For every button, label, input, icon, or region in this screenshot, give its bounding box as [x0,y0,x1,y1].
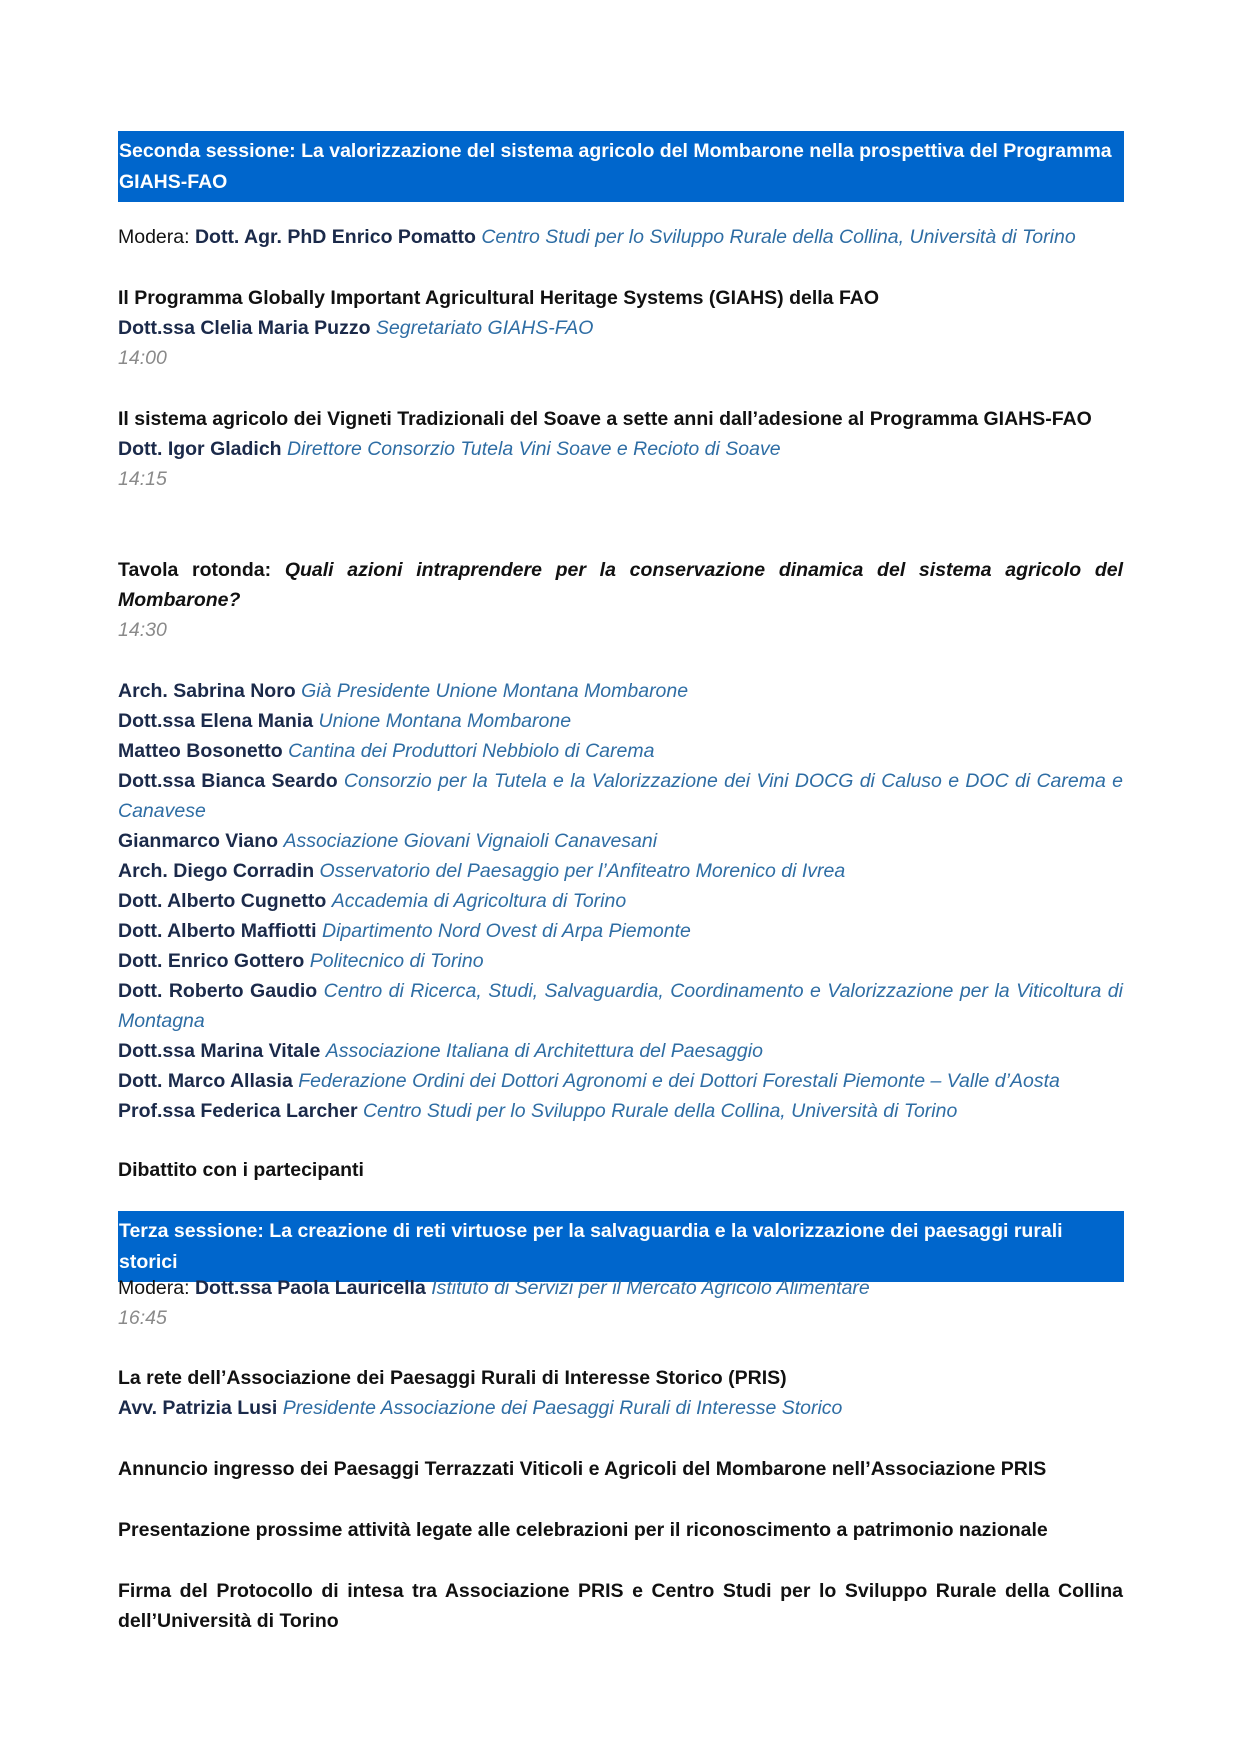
panelist-name: Gianmarco Viano [118,830,279,852]
moderator-affiliation: Centro Studi per lo Sviluppo Rurale della Collina, Università di Torino [481,226,1076,248]
talk-time: 14:00 [118,347,167,369]
panelist-affiliation: Osservatorio del Paesaggio per l’Anfiteatro Morenico di Ivrea [319,860,846,882]
moderator-row [118,1273,1123,1303]
panelist-name: Dott.ssa Bianca Seardo [118,770,338,792]
panelist-name: Dott. Alberto Maffiotti [118,920,317,942]
session-3-moderator [118,1273,1123,1333]
panelist-affiliation: Cantina dei Produttori Nebbiolo di Carema [288,740,655,762]
panelist [118,856,1123,886]
session-2-banner [118,131,1124,202]
debate-heading: Dibattito con i partecipanti [118,1159,364,1181]
speaker-name: Dott. Igor Gladich [118,438,282,460]
panelist-affiliation: Dipartimento Nord Ovest di Arpa Piemonte [322,920,691,942]
panelist-affiliation: Già Presidente Unione Montana Mombarone [301,680,689,702]
panelist-name: Dott. Roberto Gaudio [118,980,318,1002]
round-table [118,555,1123,645]
speaker-affiliation: Presidente Associazione dei Paesaggi Rurali di Interesse Storico [282,1397,843,1419]
talk-soave-vineyards [118,404,1123,494]
panelist [118,1066,1123,1096]
panelist-name: Matteo Bosonetto [118,740,283,762]
presentation-item: Presentazione prossime attività legate alle celebrazioni per il riconoscimento a patrimonio nazionale [118,1519,1048,1541]
panelist-name: Arch. Sabrina Noro [118,680,296,702]
round-table-heading [118,555,1123,615]
panelist [118,916,1123,946]
panelist-name: Dott.ssa Marina Vitale [118,1040,321,1062]
panelist [118,886,1123,916]
panelist-affiliation: Centro Studi per lo Sviluppo Rurale della Collina, Università di Torino [362,1100,958,1122]
panelist-name: Prof.ssa Federica Larcher [118,1100,358,1122]
round-table-question: Quali azioni intraprendere per la conservazione dinamica del sistema agricolo del Mombarone? [118,559,1123,611]
round-table-label: Tavola rotonda: [118,559,285,581]
panelist-list [118,676,1123,1126]
panelist-affiliation: Centro di Ricerca, Studi, Salvaguardia, Coordinamento e Valorizzazione per la Viticoltura di Montagna [118,980,1123,1032]
talk-title: Il Programma Globally Important Agricultural Heritage Systems (GIAHS) della FAO [118,287,880,309]
panelist-name: Dott. Enrico Gottero [118,950,305,972]
speaker-affiliation: Segretariato GIAHS-FAO [375,317,594,339]
speaker-affiliation: Direttore Consorzio Tutela Vini Soave e Recioto di Soave [287,438,781,460]
panelist [118,976,1123,1036]
panelist-name: Dott. Marco Allasia [118,1070,293,1092]
panelist-name: Dott.ssa Elena Mania [118,710,314,732]
speaker-name: Dott.ssa Clelia Maria Puzzo [118,317,371,339]
panelist-affiliation: Politecnico di Torino [309,950,484,972]
talk-speaker-row [118,434,1123,464]
talk-giahs-program [118,283,1123,373]
moderator-name: Dott.ssa Paola Lauricella [194,1277,426,1299]
panelist-name: Dott. Alberto Cugnetto [118,890,327,912]
talk-title: Il sistema agricolo dei Vigneti Tradizionali del Soave a sette anni dall’adesione al Programma GIAHS-FAO [118,408,1092,430]
panelist-affiliation: Unione Montana Mombarone [318,710,572,732]
panelist-affiliation: Federazione Ordini dei Dottori Agronomi e dei Dottori Forestali Piemonte – Valle d’Aosta [298,1070,1060,1092]
panelist [118,1096,1123,1126]
talk-title: La rete dell’Associazione dei Paesaggi Rurali di Interesse Storico (PRIS) [118,1367,787,1389]
session-3-title: Terza sessione: La creazione di reti virtuose per la salvaguardia e la valorizzazione dei paesaggi rurali storici [119,1220,1063,1273]
talk-speaker-row [118,1393,1123,1423]
panelist [118,736,1123,766]
session-2-moderator [118,222,1123,252]
panelist-affiliation: Associazione Giovani Vignaioli Canavesani [283,830,658,852]
moderator-prefix: Modera: [118,226,195,248]
session-3-banner [118,1211,1124,1282]
round-table-time: 14:30 [118,619,167,641]
panelist [118,826,1123,856]
talk-pris-network [118,1363,1123,1423]
panelist [118,676,1123,706]
session-2-title: Seconda sessione: La valorizzazione del sistema agricolo del Mombarone nella prospettiva del Programma GIAHS-FAO [119,140,1112,193]
speaker-name: Avv. Patrizia Lusi [118,1397,278,1419]
moderator-prefix: Modera: [118,1277,195,1299]
session-3-time: 16:45 [118,1307,167,1329]
panelist-name: Arch. Diego Corradin [118,860,315,882]
panelist-affiliation: Associazione Italiana di Architettura del Paesaggio [325,1040,763,1062]
announcement-item: Annuncio ingresso dei Paesaggi Terrazzati Viticoli e Agricoli del Mombarone nell’Associazione PRIS [118,1458,1047,1480]
talk-time: 14:15 [118,468,167,490]
panelist [118,1036,1123,1066]
moderator-name: Dott. Agr. PhD Enrico Pomatto [194,226,476,248]
protocol-signing-item: Firma del Protocollo di intesa tra Associazione PRIS e Centro Studi per lo Sviluppo Rurale della Collina dell’Università di Torino [118,1580,1123,1632]
panelist-affiliation: Accademia di Agricoltura di Torino [331,890,627,912]
panelist [118,706,1123,736]
panelist [118,946,1123,976]
panelist [118,766,1123,826]
panelist-affiliation: Consorzio per la Tutela e la Valorizzazione dei Vini DOCG di Caluso e DOC di Carema e Canavese [118,770,1123,822]
talk-speaker-row [118,313,1123,343]
moderator-affiliation: Istituto di Servizi per il Mercato Agricolo Alimentare [431,1277,870,1299]
